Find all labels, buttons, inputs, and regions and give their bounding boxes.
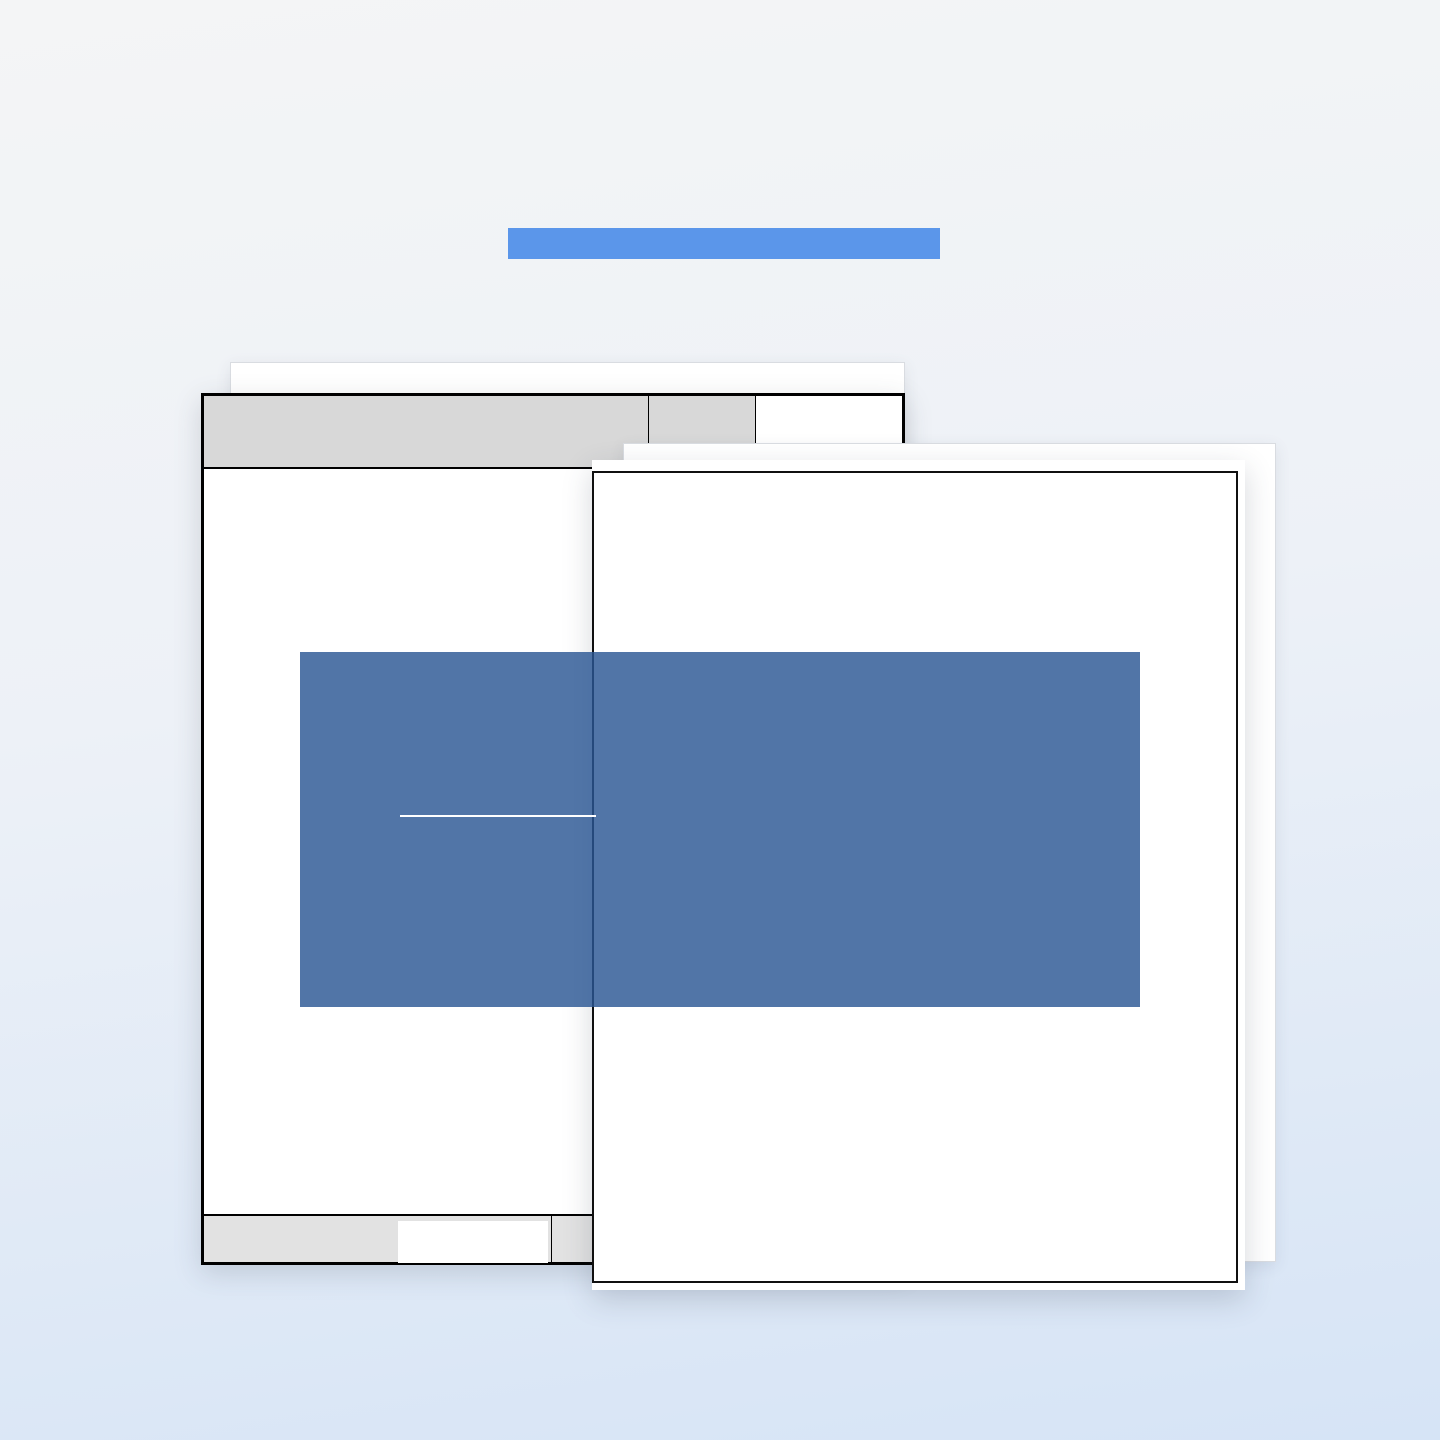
date-placeholder <box>398 1221 548 1263</box>
overlay-divider <box>400 815 596 817</box>
feature-overlay <box>300 652 1140 1007</box>
doc-number-label <box>648 396 756 445</box>
doc-number-value <box>756 396 902 445</box>
notes-title <box>600 476 1230 498</box>
title-highlight-bar <box>508 228 940 259</box>
page-title-block <box>0 0 1440 300</box>
